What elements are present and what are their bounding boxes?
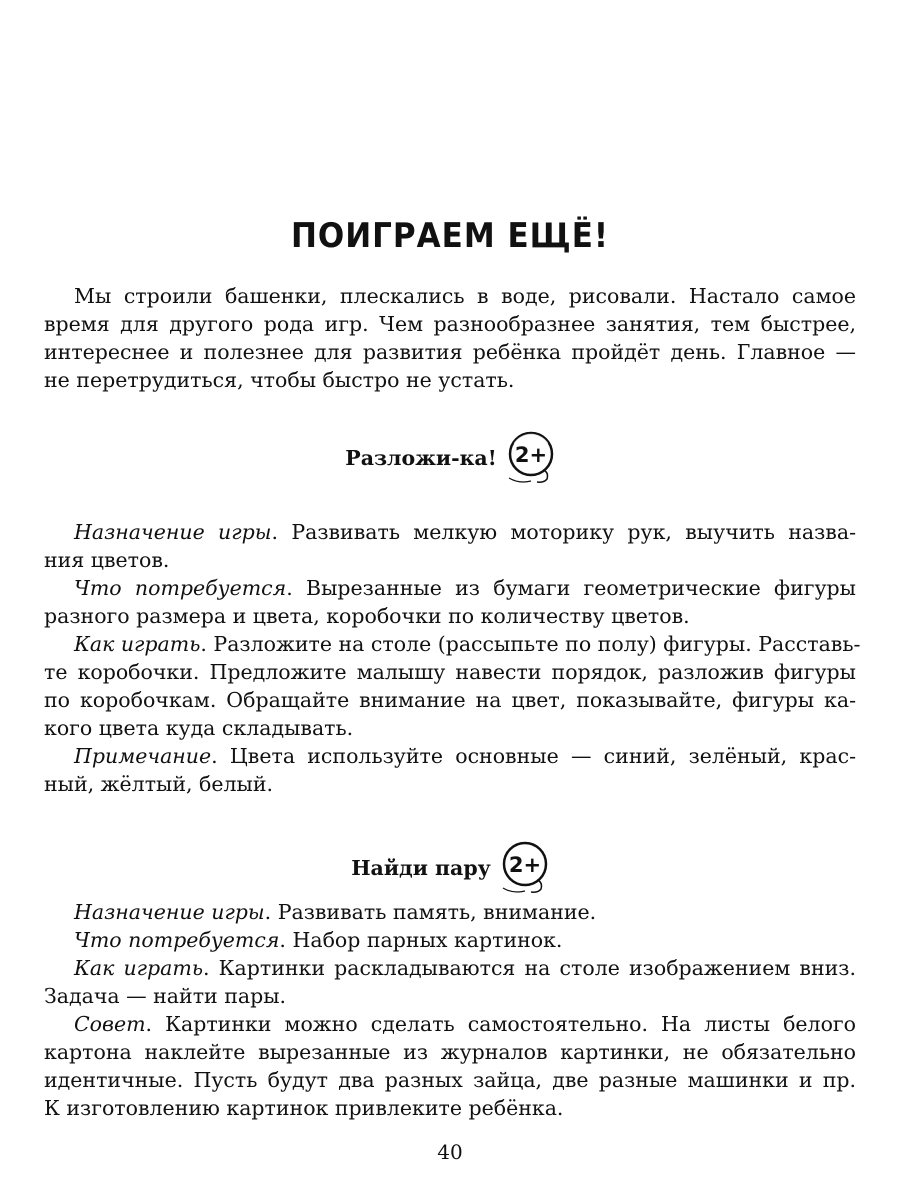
text-line: Что потребуется. Вырезанные из бумаги геометрические фигуры xyxy=(74,576,856,600)
text-line: Назначение игры. Развивать память, внимание. xyxy=(74,900,597,924)
line-text: Разложите на столе (рассыпьте по полу) фигуры. Расставь- xyxy=(213,632,861,656)
text-line: время для другого рода игр. Чем разнообразнее занятия, тем быстрее, xyxy=(44,312,856,336)
paragraph-term: Назначение игры xyxy=(74,900,265,924)
game-heading xyxy=(0,838,900,898)
line-text: Картинки можно сделать самостоятельно. На листы белого xyxy=(165,1012,856,1036)
line-text: Развивать память, внимание. xyxy=(277,900,597,924)
age-badge-icon xyxy=(501,840,549,896)
text-line: Как играть. Разложите на столе (рассыпьте по полу) фигуры. Расставь- xyxy=(74,632,861,656)
text-line: Назначение игры. Развивать мелкую моторику рук, выучить назва- xyxy=(74,520,856,544)
text-line: Что потребуется. Набор парных картинок. xyxy=(74,928,563,952)
age-badge-label: 2+ xyxy=(514,443,547,467)
text-line: Как играть. Картинки раскладываются на столе изображением вниз. xyxy=(74,956,856,980)
line-text: Цвета используйте основные — синий, зелёный, крас- xyxy=(229,744,856,768)
text-line: Мы строили башенки, плескались в воде, рисовали. Настало самое xyxy=(74,284,856,308)
line-text: Развивать мелкую моторику рук, выучить назва- xyxy=(291,520,856,544)
text-line: картона наклейте вырезанные из журналов картинки, не обязательно xyxy=(44,1040,856,1064)
text-line: не перетрудиться, чтобы быстро не устать. xyxy=(44,368,515,392)
text-line: К изготовлению картинок привлеките ребёнка. xyxy=(44,1096,564,1120)
paragraph-term: Как играть xyxy=(74,956,203,980)
text-line: ния цветов. xyxy=(44,548,170,572)
age-badge-icon xyxy=(507,430,555,486)
text-line: Задача — найти пары. xyxy=(44,984,287,1008)
age-badge-label: 2+ xyxy=(508,853,541,877)
intro-paragraph xyxy=(44,282,856,394)
text-line: те коробочки. Предложите малышу навести порядок, разложив фигуры xyxy=(44,660,856,684)
game-description xyxy=(44,518,861,798)
game-description xyxy=(44,898,856,1122)
line-text: Вырезанные из бумаги геометрические фигуры xyxy=(306,576,856,600)
game-title: Разложи-ка! xyxy=(345,446,497,470)
text-line: кого цвета куда складывать. xyxy=(44,716,354,740)
text-line: разного размера и цвета, коробочки по количеству цветов. xyxy=(44,604,690,628)
paragraph-term: Примечание xyxy=(74,744,212,768)
text-line: интереснее и полезнее для развития ребёнка пройдёт день. Главное — xyxy=(44,340,856,364)
paragraph-term: Совет xyxy=(74,1012,146,1036)
text-line: идентичные. Пусть будут два разных зайца, две разные машинки и пр. xyxy=(44,1068,856,1092)
paragraph-term: Что потребуется xyxy=(74,576,287,600)
game-heading xyxy=(0,428,900,488)
text-line: ный, жёлтый, белый. xyxy=(44,772,274,796)
paragraph-term: Что потребуется xyxy=(74,928,280,952)
text-line: Совет. Картинки можно сделать самостоятельно. На листы белого xyxy=(74,1012,856,1036)
paragraph-term: Как играть xyxy=(74,632,201,656)
paragraph-term: Назначение игры xyxy=(74,520,272,544)
page-title: ПОИГРАЕМ ЕЩЁ! xyxy=(290,216,610,256)
line-text: Картинки раскладываются на столе изображением вниз. xyxy=(218,956,856,980)
line-text: Набор парных картинок. xyxy=(292,928,563,952)
page-number: 40 xyxy=(437,1140,463,1164)
text-line: Примечание. Цвета используйте основные — синий, зелёный, крас- xyxy=(74,744,856,768)
text-line: по коробочкам. Обращайте внимание на цвет, показывайте, фигуры ка- xyxy=(44,688,856,712)
game-title: Найди пару xyxy=(351,856,491,880)
